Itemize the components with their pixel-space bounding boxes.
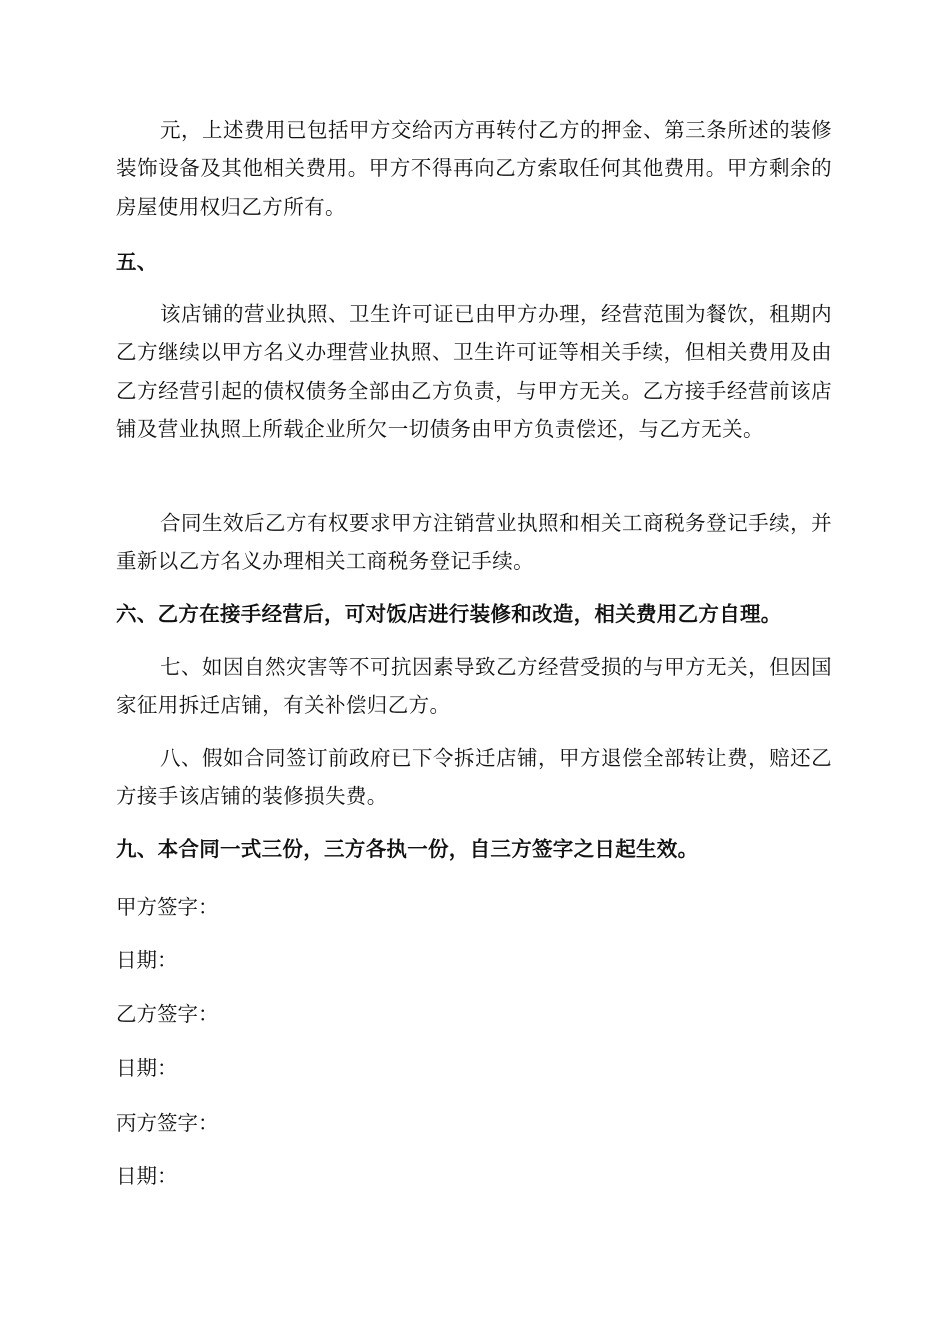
paragraph-fee-continued: 元，上述费用已包括甲方交给丙方再转付乙方的押金、第三条所述的装修装饰设备及其他相关费用。甲方不得再向乙方索取任何其他费用。甲方剩余的房屋使用权归乙方所有。 [116, 118, 832, 219]
section-9-effective: 九、本合同一式三份，三方各执一份，自三方签字之日起生效。 [116, 837, 699, 861]
section-6-renovation: 六、乙方在接手经营后，可对饭店进行装修和改造，相关费用乙方自理。 [116, 602, 782, 626]
paragraph-business-license: 该店铺的营业执照、卫生许可证已由甲方办理，经营范围为餐饮，租期内乙方继续以甲方名义办理营业执照、卫生许可证等相关手续，但相关费用及由乙方经营引起的债权债务全部由乙方负责，与甲方无关。乙方接手经营前该店铺及营业执照上所载企业所欠一切债务由甲方负责偿还，与乙方无关。 [116, 302, 832, 441]
party-b-date-label: 日期： [116, 1056, 178, 1080]
party-a-date-label: 日期： [116, 948, 178, 972]
party-a-signature-label: 甲方签字： [116, 895, 219, 919]
party-b-signature-label: 乙方签字： [116, 1002, 219, 1026]
party-c-signature-label: 丙方签字： [116, 1111, 219, 1135]
section-7-force-majeure: 七、如因自然灾害等不可抗因素导致乙方经营受损的与甲方无关，但因国家征用拆迁店铺，有关补偿归乙方。 [116, 655, 832, 718]
section-5-heading: 五、 [116, 250, 158, 274]
section-8-demolition: 八、假如合同签订前政府已下令拆迁店铺，甲方退偿全部转让费，赔还乙方接手该店铺的装修损失费。 [116, 746, 832, 809]
party-c-date-label: 日期： [116, 1164, 178, 1188]
paragraph-cancel-license: 合同生效后乙方有权要求甲方注销营业执照和相关工商税务登记手续，并重新以乙方名义办理相关工商税务登记手续。 [116, 511, 832, 574]
